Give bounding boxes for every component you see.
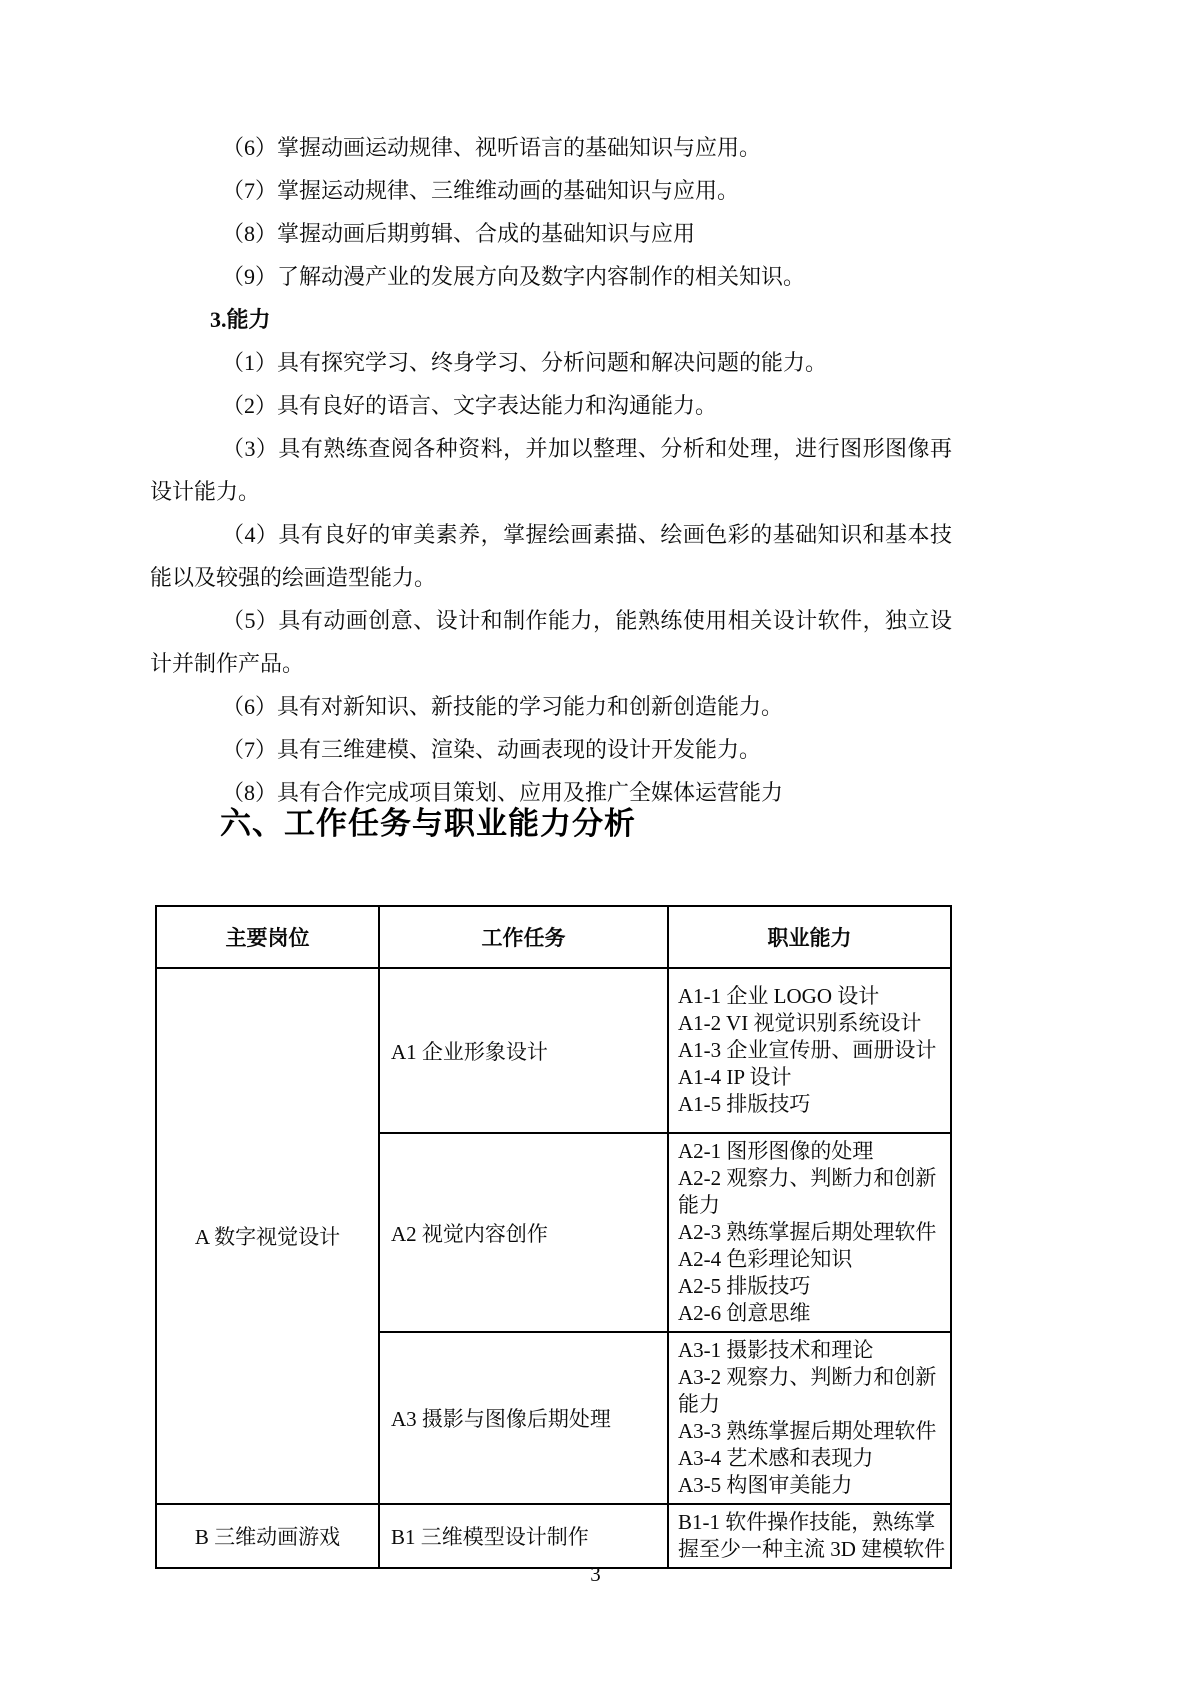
ability-item: A2-2 观察力、判断力和创新能力 xyxy=(678,1166,937,1217)
cell-position-b: B 三维动画游戏 xyxy=(156,1504,379,1568)
ability-item: A1-5 排版技巧 xyxy=(678,1092,811,1116)
ability-item: A2-5 排版技巧 xyxy=(678,1274,811,1298)
list-item: （7）具有三维建模、渲染、动画表现的设计开发能力。 xyxy=(222,737,762,762)
cell-abilities-a2 xyxy=(668,1133,951,1332)
list-item: （8）具有合作完成项目策划、应用及推广全媒体运营能力 xyxy=(222,780,784,805)
cell-task-b1: B1 三维模型设计制作 xyxy=(379,1504,668,1568)
list-item: （6）具有对新知识、新技能的学习能力和创新创造能力。 xyxy=(222,694,784,719)
list-item: （3）具有熟练查阅各种资料，并加以整理、分析和处理，进行图形图像再设计能力。 xyxy=(150,436,952,504)
subsection-heading: 3.能力 xyxy=(210,307,271,332)
ability-item: B1-1 软件操作技能，熟练掌握至少一种主流 3D 建模软件 xyxy=(678,1510,946,1561)
table-header-row xyxy=(156,906,951,968)
ability-item: A3-4 艺术感和表现力 xyxy=(678,1446,874,1470)
list-item: （7）掌握运动规律、三维维动画的基础知识与应用。 xyxy=(222,178,740,203)
ability-item: A3-2 观察力、判断力和创新能力 xyxy=(678,1365,937,1416)
list-item: （4）具有良好的审美素养，掌握绘画素描、绘画色彩的基础知识和基本技能以及较强的绘画造型能力。 xyxy=(150,522,952,590)
ability-item: A1-4 IP 设计 xyxy=(678,1065,792,1089)
body-paragraphs xyxy=(150,126,952,814)
page-number: 3 xyxy=(590,1562,601,1586)
section-heading: 六、工作任务与职业能力分析 xyxy=(220,806,636,841)
cell-task-a2: A2 视觉内容创作 xyxy=(379,1133,668,1332)
ability-item: A1-1 企业 LOGO 设计 xyxy=(678,984,880,1008)
table-row xyxy=(156,968,951,1133)
ability-item: A3-1 摄影技术和理论 xyxy=(678,1338,874,1362)
list-item: （2）具有良好的语言、文字表达能力和沟通能力。 xyxy=(222,393,718,418)
col-header-position: 主要岗位 xyxy=(156,906,379,968)
cell-task-a1: A1 企业形象设计 xyxy=(379,968,668,1133)
ability-item: A2-1 图形图像的处理 xyxy=(678,1139,874,1163)
ability-item: A1-3 企业宣传册、画册设计 xyxy=(678,1038,937,1062)
ability-item: A2-6 创意思维 xyxy=(678,1301,811,1325)
list-item: （8）掌握动画后期剪辑、合成的基础知识与应用 xyxy=(222,221,696,246)
ability-item: A1-2 VI 视觉识别系统设计 xyxy=(678,1011,922,1035)
cell-abilities-a1 xyxy=(668,968,951,1133)
ability-item: A3-5 构图审美能力 xyxy=(678,1473,853,1497)
table-row xyxy=(156,1504,951,1568)
list-item: （5）具有动画创意、设计和制作能力，能熟练使用相关设计软件，独立设计并制作产品。 xyxy=(150,608,952,676)
list-item: （1）具有探究学习、终身学习、分析问题和解决问题的能力。 xyxy=(222,350,828,375)
list-item: （6）掌握动画运动规律、视听语言的基础知识与应用。 xyxy=(222,135,762,160)
cell-abilities-a3 xyxy=(668,1332,951,1504)
ability-item: A2-3 熟练掌握后期处理软件 xyxy=(678,1220,937,1244)
list-item: （9）了解动漫产业的发展方向及数字内容制作的相关知识。 xyxy=(222,264,806,289)
col-header-ability: 职业能力 xyxy=(668,906,951,968)
cell-position-a: A 数字视觉设计 xyxy=(156,968,379,1504)
col-header-task: 工作任务 xyxy=(379,906,668,968)
ability-item: A3-3 熟练掌握后期处理软件 xyxy=(678,1419,937,1443)
analysis-table xyxy=(155,905,952,1569)
cell-task-a3: A3 摄影与图像后期处理 xyxy=(379,1332,668,1504)
ability-item: A2-4 色彩理论知识 xyxy=(678,1247,853,1271)
cell-abilities-b1 xyxy=(668,1504,951,1568)
